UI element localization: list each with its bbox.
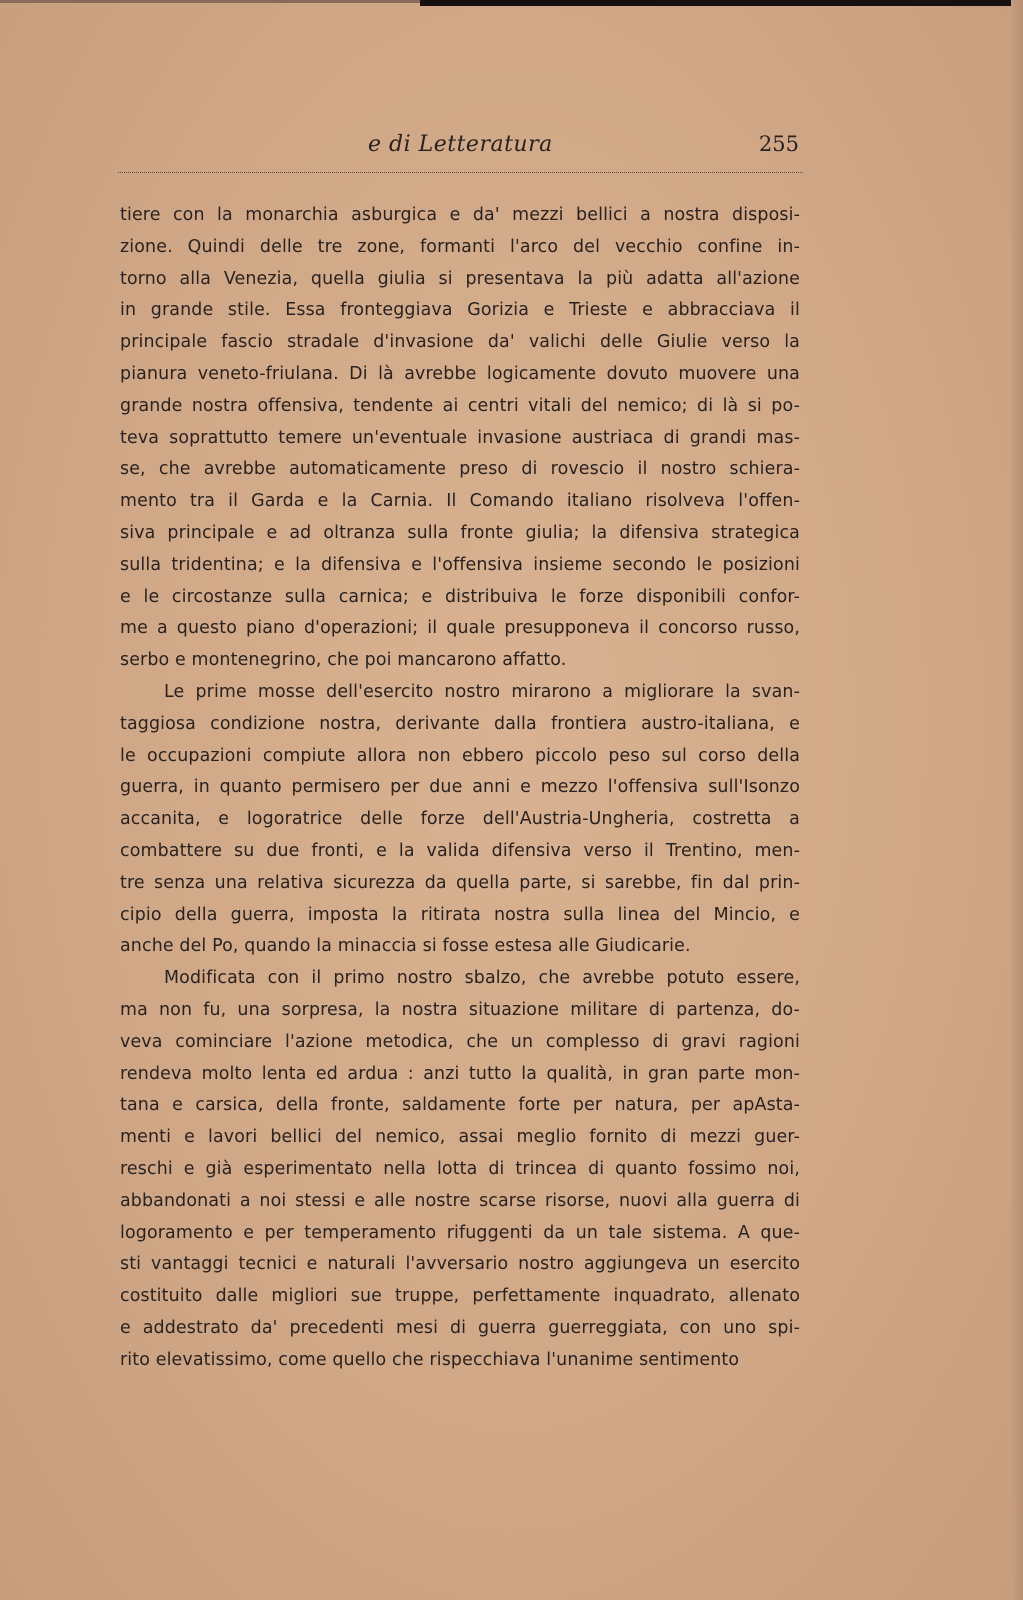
paragraph	[120, 963, 800, 1376]
text-line: pianura veneto-friulana. Di là avrebbe logicamente dovuto muovere una	[120, 363, 800, 384]
text-line: Le prime mosse dell'esercito nostro mirarono a migliorare la svan-	[164, 681, 800, 702]
text-line: logoramento e per temperamento rifuggenti da un tale sistema. A que-	[120, 1222, 800, 1243]
text-line: sti vantaggi tecnici e naturali l'avversario nostro aggiungeva un esercito	[120, 1254, 800, 1275]
text-line: me a questo piano d'operazioni; il quale presupponeva il concorso russo,	[120, 618, 800, 639]
text-line: taggiosa condizione nostra, derivante dalla frontiera austro-italiana, e	[120, 713, 800, 734]
running-title: e di Letteratura	[368, 132, 553, 157]
text-line: se, che avrebbe automaticamente preso di rovescio il nostro schiera-	[120, 459, 800, 480]
text-line: ma non fu, una sorpresa, la nostra situazione militare di partenza, do-	[120, 999, 800, 1020]
header-dotted-rule	[118, 172, 803, 173]
text-line: e le circostanze sulla carnica; e distribuiva le forze disponibili confor-	[120, 586, 800, 607]
text-line: sulla tridentina; e la difensiva e l'offensiva insieme secondo le posizioni	[120, 554, 800, 575]
text-line: mento tra il Garda e la Carnia. Il Comando italiano risolveva l'offen-	[120, 491, 800, 512]
scan-top-border	[420, 0, 1023, 6]
text-line: veva cominciare l'azione metodica, che un complesso di gravi ragioni	[120, 1031, 800, 1052]
text-line: abbandonati a noi stessi e alle nostre scarse risorse, nuovi alla guerra di	[120, 1190, 800, 1211]
text-line: siva principale e ad oltranza sulla fronte giulia; la difensiva strategica	[120, 522, 800, 543]
text-line: accanita, e logoratrice delle forze dell'Austria-Ungheria, costretta a	[120, 809, 800, 830]
text-line: cipio della guerra, imposta la ritirata nostra sulla linea del Mincio, e	[120, 904, 800, 925]
text-line: zione. Quindi delle tre zone, formanti l'arco del vecchio confine in-	[120, 236, 800, 257]
page-header	[118, 128, 803, 172]
text-line: reschi e già esperimentato nella lotta di trincea di quanto fossimo noi,	[120, 1158, 800, 1179]
text-line: in grande stile. Essa fronteggiava Gorizia e Trieste e abbracciava il	[120, 300, 800, 321]
text-line: le occupazioni compiute allora non ebbero piccolo peso sul corso della	[120, 745, 800, 766]
text-line: costituito dalle migliori sue truppe, perfettamente inquadrato, allenato	[120, 1286, 800, 1307]
text-line: e addestrato da' precedenti mesi di guerra guerreggiata, con uno spi-	[120, 1317, 800, 1338]
page-right-edge	[1011, 0, 1023, 1600]
text-line: tre senza una relativa sicurezza da quella parte, si sarebbe, fin dal prin-	[120, 872, 800, 893]
text-line: tana e carsica, della fronte, saldamente forte per natura, per apAsta-	[120, 1095, 800, 1116]
text-line: tiere con la monarchia asburgica e da' mezzi bellici a nostra disposi-	[120, 205, 800, 225]
text-line: Modificata con il primo nostro sbalzo, che avrebbe potuto essere,	[164, 968, 800, 989]
body-text	[120, 200, 800, 1376]
text-line: anche del Po, quando la minaccia si fosse estesa alle Giudicarie.	[120, 936, 691, 957]
text-line: menti e lavori bellici del nemico, assai meglio fornito di mezzi guer-	[120, 1127, 800, 1148]
paragraph	[120, 677, 800, 963]
text-line: combattere su due fronti, e la valida difensiva verso il Trentino, men-	[120, 840, 800, 861]
text-line: teva soprattutto temere un'eventuale invasione austriaca di grandi mas-	[120, 427, 800, 448]
text-line: grande nostra offensiva, tendente ai centri vitali del nemico; di là si po-	[120, 395, 800, 416]
scan-top-edge	[0, 0, 420, 3]
text-line: serbo e montenegrino, che poi mancarono affatto.	[120, 650, 567, 671]
paragraph	[120, 200, 800, 677]
text-line: rendeva molto lenta ed ardua : anzi tutto la qualità, in gran parte mon-	[120, 1063, 800, 1084]
text-line: guerra, in quanto permisero per due anni e mezzo l'offensiva sull'Isonzo	[120, 777, 800, 798]
text-line: torno alla Venezia, quella giulia si presentava la più adatta all'azione	[120, 268, 800, 289]
text-line: rito elevatissimo, come quello che rispecchiava l'unanime sentimento	[120, 1349, 740, 1370]
text-line: principale fascio stradale d'invasione da' valichi delle Giulie verso la	[120, 332, 800, 353]
page-number: 255	[758, 132, 799, 156]
